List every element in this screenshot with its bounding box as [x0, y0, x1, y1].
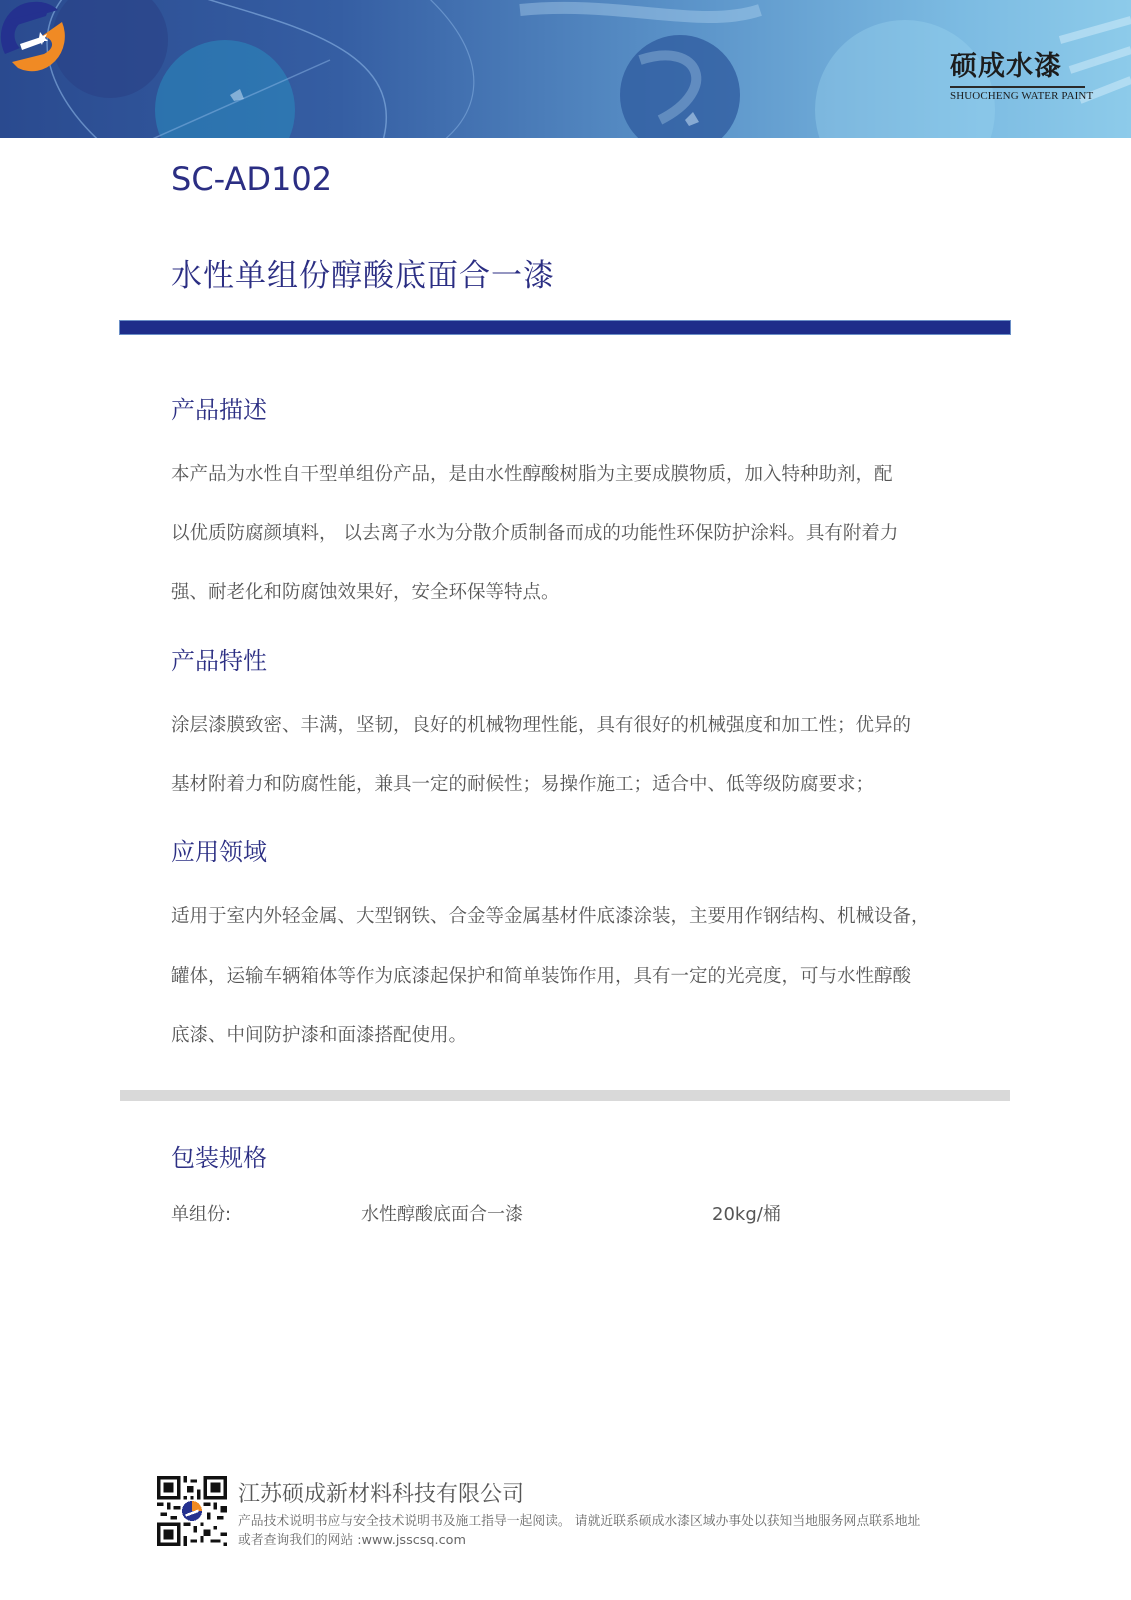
company-name: 江苏硕成新材料科技有限公司: [238, 1482, 525, 1507]
section-divider: [120, 1090, 1010, 1101]
brand-logo-icon: [0, 0, 66, 72]
footer-note: 产品技术说明书应与安全技术说明书及施工指导一起阅读。 请就近联系硕成水漆区域办事处以获知当地服务网点联系地址: [238, 1514, 921, 1529]
title-divider: [120, 321, 1010, 334]
brand-name-en: SHUOCHENG WATER PAINT: [950, 90, 1094, 102]
brand-divider: [950, 86, 1085, 88]
features-line: 基材附着力和防腐性能，兼具一定的耐候性；易操作施工；适合中、低等级防腐要求；: [171, 774, 875, 795]
product-name: 水性单组份醇酸底面合一漆: [171, 258, 555, 294]
section-heading-features: 产品特性: [171, 647, 267, 675]
section-heading-applications: 应用领域: [171, 838, 267, 866]
features-line: 涂层漆膜致密、丰满，坚韧，良好的机械物理性能，具有很好的机械强度和加工性；优异的: [171, 715, 912, 736]
product-code: SC-AD102: [171, 160, 333, 198]
description-line: 强、耐老化和防腐蚀效果好，安全环保等特点。: [171, 582, 560, 603]
description-line: 本产品为水性自干型单组份产品，是由水性醇酸树脂为主要成膜物质，加入特种助剂，配: [171, 464, 893, 485]
applications-line: 适用于室内外轻金属、大型钢铁、合金等金属基材件底漆涂装，主要用作钢结构、机械设备，: [171, 906, 930, 927]
applications-line: 底漆、中间防护漆和面漆搭配使用。: [171, 1025, 468, 1046]
packaging-product: 水性醇酸底面合一漆: [361, 1204, 523, 1225]
qr-code-icon: [157, 1476, 227, 1546]
footer-website-note: 或者查询我们的网站 :www.jsscsq.com: [238, 1533, 466, 1548]
packaging-size: 20kg/桶: [712, 1204, 781, 1225]
packaging-type: 单组份:: [171, 1204, 232, 1225]
description-line: 以优质防腐颜填料， 以去离子水为分散介质制备而成的功能性环保防护涂料。具有附着力: [171, 523, 899, 544]
section-heading-packaging: 包装规格: [171, 1144, 267, 1172]
section-heading-description: 产品描述: [171, 396, 267, 424]
header-banner: [0, 0, 1131, 138]
brand-name-cn: 硕成水漆: [950, 51, 1062, 82]
applications-line: 罐体，运输车辆箱体等作为底漆起保护和简单装饰作用，具有一定的光亮度，可与水性醇酸: [171, 966, 912, 987]
